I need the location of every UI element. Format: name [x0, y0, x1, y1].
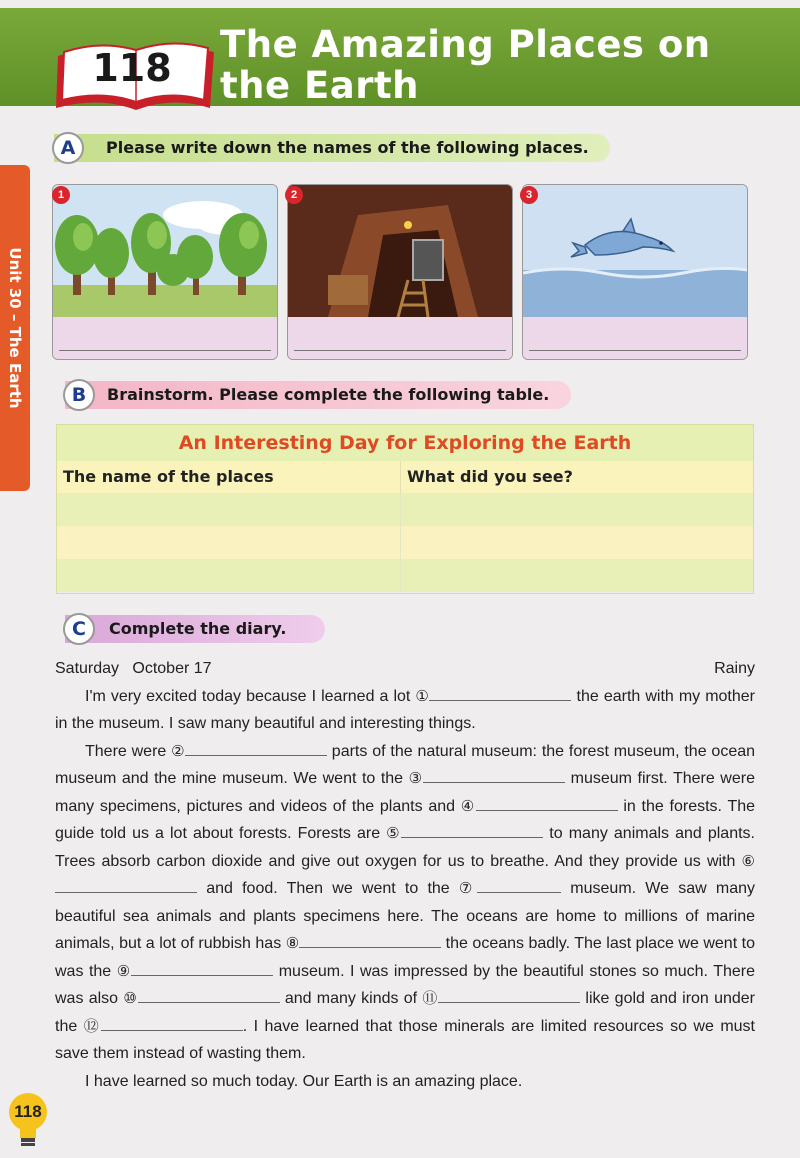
picture-mine: [287, 184, 513, 360]
diary-date-row: [55, 655, 755, 683]
picture-number-badge: 3: [520, 186, 538, 204]
title-line-1: The Amazing Places on: [220, 23, 711, 66]
blank-number: ⑫: [83, 1017, 101, 1035]
answer-area-2[interactable]: [288, 317, 512, 359]
table-row: [57, 559, 753, 592]
diary-text-segment: and food. Then we went to the: [197, 880, 459, 897]
blank-number: ⑪: [422, 990, 439, 1007]
section-a-letter: A: [52, 132, 84, 164]
blank-6[interactable]: [55, 878, 197, 893]
picture-number-badge: 2: [285, 186, 303, 204]
blank-11[interactable]: [438, 988, 580, 1003]
lesson-number: 118: [92, 46, 172, 90]
table-title: An Interesting Day for Exploring the Earth: [57, 425, 753, 461]
blank-4[interactable]: [476, 796, 618, 811]
table-cell[interactable]: [401, 493, 753, 526]
section-a-instruction: Please write down the names of the following places.: [106, 138, 589, 157]
diary-text-segment: to many animals and plants. Trees absorb carbon dioxide and give out oxygen for us to breathe. And they provide us with: [55, 825, 755, 870]
blank-number: ⑦: [458, 880, 478, 897]
blank-12[interactable]: [101, 1016, 243, 1031]
forest-icon: [53, 185, 277, 317]
table-cell[interactable]: [401, 559, 753, 592]
picture-ocean: [522, 184, 748, 360]
diary-text-segment: the oceans badly. The last place we went to was the: [55, 935, 755, 980]
diary-text-segment: and many kinds of: [279, 990, 423, 1007]
section-c-instruction: Complete the diary.: [109, 619, 287, 638]
blank-number: ④: [460, 797, 476, 815]
brainstorm-table: [56, 424, 754, 594]
section-c-letter: C: [63, 613, 95, 645]
table-row: [57, 526, 753, 559]
blank-10[interactable]: [138, 988, 280, 1003]
diary-text-segment: the earth with my mother in the museum. I saw many beautiful and interesting things.: [55, 687, 756, 732]
mine-tunnel-icon: [288, 185, 512, 317]
diary-paragraph-3: I have learned so much today. Our Earth is an amazing place.: [85, 1072, 523, 1090]
answer-area-1[interactable]: [53, 317, 277, 359]
blank-number: ⑩: [123, 990, 138, 1007]
section-b-header: [65, 381, 571, 409]
unit-label: Unit 30 – The Earth: [6, 247, 24, 409]
diary-text-segment: I'm very excited today because I learned a lot: [85, 687, 416, 705]
blank-number: ②: [171, 742, 185, 760]
section-a-header: [54, 134, 610, 162]
column-header-places: The name of the places: [57, 461, 401, 493]
diary-text-segment: There were: [85, 742, 172, 760]
blank-number: ⑨: [116, 962, 132, 980]
diary-text-segment: parts of the natural museum: the forest museum, the ocean museum and the mine museum. We went to the: [55, 742, 756, 787]
diary-weather: Rainy: [714, 660, 755, 677]
table-row: [57, 493, 753, 526]
table-cell[interactable]: [57, 526, 401, 559]
page-number: [6, 1094, 50, 1134]
diary-paragraph-2: [55, 738, 755, 1068]
section-b-instruction: Brainstorm. Please complete the following table.: [107, 385, 550, 404]
picture-forest: [52, 184, 278, 360]
section-c-header: [65, 615, 325, 643]
table-cell[interactable]: [57, 559, 401, 592]
blank-number: ⑤: [386, 825, 402, 842]
blank-3[interactable]: [423, 768, 565, 783]
section-b-letter: B: [63, 379, 95, 411]
blank-5[interactable]: [401, 823, 543, 838]
answer-area-3[interactable]: [523, 317, 747, 359]
diary-text: [55, 655, 755, 1095]
dolphin-icon: [523, 185, 748, 317]
blank-1[interactable]: [429, 686, 571, 701]
diary-paragraph-1: [55, 683, 755, 738]
blank-number: ⑧: [285, 935, 300, 952]
diary-text-segment: in the forests. The guide told us a lot about forests. Forests are: [55, 797, 756, 842]
diary-text-segment: museum. We saw many beautiful sea animals and plants specimens here. The oceans are home to millions of marine animals, but a lot of rubbish has: [55, 880, 755, 952]
blank-9[interactable]: [131, 961, 273, 976]
blank-number: ①: [415, 687, 430, 705]
diary-text-segment: like gold and iron under the: [55, 990, 755, 1035]
blank-7[interactable]: [477, 878, 561, 893]
table-cell[interactable]: [57, 493, 401, 526]
table-header-row: [57, 461, 753, 493]
diary-text-segment: . I have learned that those minerals are limited resources so we must save them instead of wasting them.: [55, 1017, 755, 1062]
diary-date: Saturday October 17: [55, 660, 212, 677]
page-number-text: 118: [14, 1102, 42, 1121]
blank-8[interactable]: [299, 933, 441, 948]
page-title: [220, 24, 780, 106]
blank-number: ③: [408, 770, 424, 787]
picture-number-badge: 1: [52, 186, 70, 204]
blank-2[interactable]: [185, 741, 327, 756]
title-line-2: the Earth: [220, 64, 420, 107]
blank-number: ⑥: [741, 852, 755, 870]
table-cell[interactable]: [401, 526, 753, 559]
diary-text-segment: museum. I was impressed by the beautiful stones so much. There was also: [55, 962, 755, 1007]
unit-side-tab: [0, 165, 30, 491]
column-header-see: What did you see?: [407, 467, 573, 486]
diary-text-segment: museum first. There were many specimens, pictures and videos of the plants and: [55, 770, 755, 815]
